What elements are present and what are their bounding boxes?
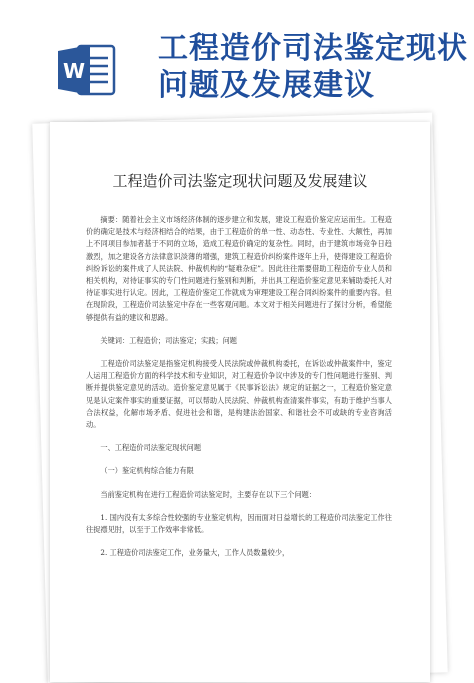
document-page: [50, 122, 430, 682]
keywords-line: 关键词：工程造价；司法鉴定；实践；问题: [100, 335, 237, 345]
intro-paragraph: 工程造价司法鉴定是指鉴定机构接受人民法院或仲裁机构委托，在诉讼或仲裁案件中，鉴定人运用工程造价方面的科学技术和专业知识，对工程造价争议中涉及的专门性问题进行鉴别、判断并提供鉴定意见的活动。造价鉴定意见属于《民事诉讼法》规定的证据之一，工程造价鉴定意见是认定案件事实的重要证据，可以帮助人民法院、仲裁机构查清案件事实，有助于维护当事人合法权益，化解市场矛盾、促进社会和谐，是构建法治国家、和谐社会不可或缺的专业咨询活动。: [86, 359, 392, 430]
document-body: [86, 214, 392, 559]
word-logo-letter: W: [62, 59, 86, 83]
document-banner: [0, 0, 474, 130]
list-item: 1. 国内没有太多综合性较强的专业鉴定机构，因而面对日益增长的工程造价司法鉴定工作往往捉襟见肘，以至于工作效率非常低。: [86, 512, 392, 535]
document-title: 工程造价司法鉴定现状问题及发展建议: [112, 172, 368, 190]
abstract-paragraph: 摘要：随着社会主义市场经济体制的逐步建立和发展，建设工程造价鉴定应运而生。工程造价的确定是技术与经济相结合的结果，由于工程造价的单一性、动态性、专业性、大额性，再加上不同项目参加者基于不同的立场，造成工程造价确定的复杂性。同时，由于建筑市场竞争日趋激烈，加之建设各方法律意识淡薄的增强，建筑工程造价纠纷案件逐年上升，使得建设工程造价纠纷诉讼的案件成了人民法院、仲裁机构的“疑难杂症”。因此往往需要借助工程造价专业人员和相关机构，对待证事实的专门性问题进行鉴别和判断，并出具工程造价鉴定意见来辅助委托人对待证事实进行认定。因此，工程造价鉴定工作就成为审理建设工程合同纠纷案件的重要内容。但在现阶段，工程造价司法鉴定中存在一些客观问题。本文对于相关问题进行了探讨分析，希望能够提供有益的建议和思路。: [86, 215, 392, 322]
banner-title: 工程造价司法鉴定现状问题及发展建议: [158, 31, 468, 103]
word-icon: [58, 42, 116, 98]
body-paragraph: 当前鉴定机构在进行工程造价司法鉴定时，主要存在以下三个问题：: [100, 489, 317, 499]
subsection-heading: （一）鉴定机构综合能力有限: [100, 466, 194, 476]
list-item: 2. 工程造价司法鉴定工作，业务量大，工作人员数量较少，: [100, 548, 290, 558]
section-heading: 一、工程造价司法鉴定现状问题: [100, 443, 202, 453]
